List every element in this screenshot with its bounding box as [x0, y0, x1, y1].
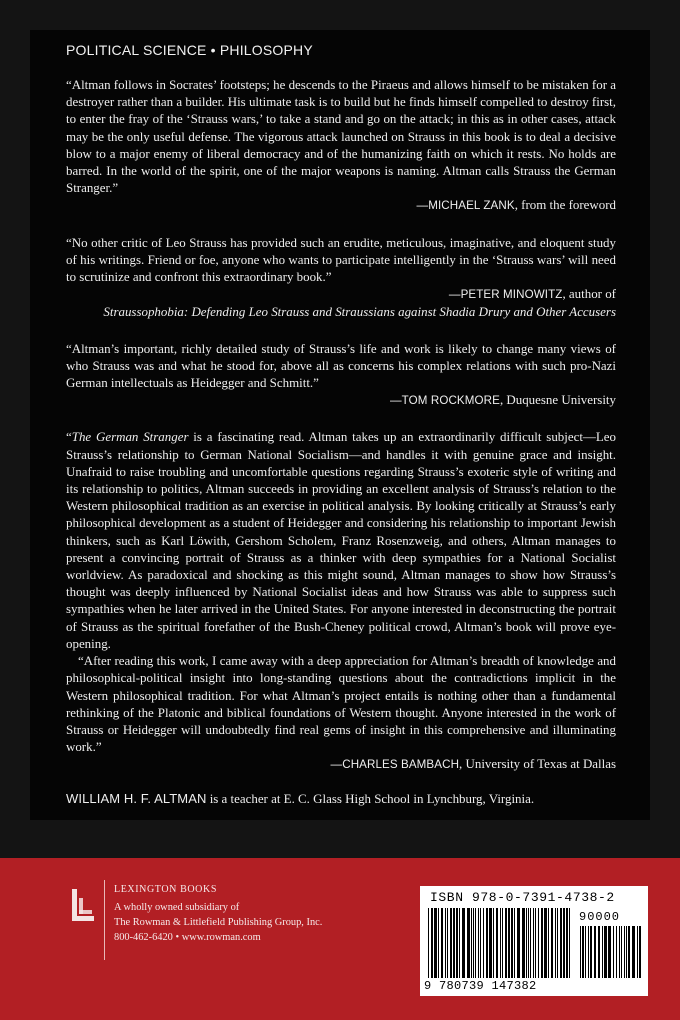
publisher-divider — [104, 880, 105, 960]
publisher-band — [0, 858, 680, 1020]
author-bio — [66, 790, 616, 807]
blurb-affiliation: , Duquesne University — [499, 392, 616, 408]
blurb-text: “No other critic of Leo Strauss has provided such an erudite, meticulous, imaginative, and eloquent study of his writings. Friend or foe, anyone who wants to participate intelligently in the ‘Strauss wars’ will need to scrutinize and confront this extraordinary book.” — [66, 234, 616, 285]
publisher-contact: 800-462-6420 • www.rowman.com — [114, 932, 261, 943]
blurb-attribution — [66, 196, 616, 214]
blurb-bambach-part1 — [66, 428, 616, 652]
back-cover-text-panel — [30, 30, 650, 820]
author-name: WILLIAM H. F. ALTMAN — [66, 790, 207, 806]
blurb-text: “Altman follows in Socrates’ footsteps; he descends to the Piraeus and allows himself to be mistaken for a destroyer rather than a builder. His ultimate task is to build but he finds himself compelled to destroy first, to enter the fray of the ‘Strauss wars,’ to take a stand and go on the attack; in this as in other cases, attack may be the only useful defense. The vigorous attack launched on Strauss in this book is to deal a decisive blow to a major enemy of liberal democracy and of the humanizing faith on which it rests. No holds are barred. In the world of the spirit, one of the major weapons is naming. Altman calls Strauss the German Stranger.” — [66, 77, 616, 196]
blurb-attribution — [66, 285, 616, 303]
blurb-text: “Altman’s important, richly detailed study of Strauss’s life and work is likely to change many views of who Strauss was and what he stood for, above all as concerns his complex relations with such pro-Nazi German intellectuals as Heidegger and Schmitt.” — [66, 340, 616, 391]
publisher-line1: A wholly owned subsidiary of — [114, 902, 240, 913]
blurb-attribution — [66, 391, 616, 409]
blurb-open-quote: “ — [66, 429, 72, 445]
publisher-name: LEXINGTON BOOKS — [114, 884, 217, 895]
blurb-affiliation: , University of Texas at Dallas — [459, 756, 616, 772]
publisher-info — [114, 882, 322, 945]
blurb-attribution — [66, 755, 616, 773]
blurb-affiliation: , author of — [562, 286, 616, 302]
blurb-text: is a fascinating read. Altman takes up an extraordinarily difficult subject—Leo Strauss’s relationship to German National Socialism—and handles it with genuine grace and insight. Unafraid to raise troubling and uncomfortable questions regarding Strauss’s exoteric style of writing and its relationship to politics, Altman succeeds in providing an excellent analysis of Strauss’s relation to the Western philosophical tradition as an exercise in political analysis. By looking critically at Strauss’s early philosophical development as a student of Heidegger and considering his relationship to important Jewish thinkers, such as Karl Löwith, Gershom Scholem, Franz Rosenzweig, and others, Altman manages to present a convincing portrait of Strauss as a thinker with deep sympathies for a National Socialist worldview. As paradoxical and shocking as this might sound, Altman manages to show how Strauss’s thought was deeply influenced by National Socialist ideas and how Strauss was able to suppress such sympathies when he later arrived in the United States. For anyone interested in deconstructing the portrait of Strauss as the spiritual forefather of the Bush-Cheney political crowd, Altman’s book will prove eye-opening. — [66, 429, 616, 651]
blurb-text: “After reading this work, I came away with a deep appreciation for Altman’s breadth of knowledge and philosophical-political insight into long-standing questions about the contradictions implicit in the Western philosophical tradition. For what Altman’s project entails is nothing other than a fundamental rethinking of the Platonic and biblical foundations of Western thought. Anyone interested in the work of Strauss or Heidegger will undoubtedly find real gems of insight in this comprehensive and illuminating work.” — [66, 653, 616, 755]
blurb-author: —MICHAEL ZANK — [416, 199, 515, 213]
blurb-affiliation: , from the foreword — [514, 197, 616, 213]
isbn-barcode — [420, 886, 648, 996]
blurb-minowitz — [66, 234, 616, 321]
blurb-book-title: Straussophobia: Defending Leo Strauss and Straussians against Shadia Drury and Other Accusers — [103, 304, 616, 320]
blurb-zank — [66, 76, 616, 215]
publisher-line2: The Rowman & Littlefield Publishing Group, Inc. — [114, 917, 323, 928]
barcode-addon-number: 90000 — [579, 910, 621, 924]
blurb-bambach-part2 — [66, 652, 616, 773]
blurb-author: —CHARLES BAMBACH — [330, 758, 460, 772]
author-bio-text: is a teacher at E. C. Glass High School in Lynchburg, Virginia. — [206, 790, 535, 806]
lexington-logo-icon — [72, 889, 94, 921]
blurb-author: —PETER MINOWITZ — [448, 288, 563, 302]
book-title: The German Stranger — [71, 429, 189, 445]
category-label: POLITICAL SCIENCE • PHILOSOPHY — [66, 42, 313, 58]
blurb-author: —TOM ROCKMORE — [389, 394, 500, 408]
blurb-rockmore — [66, 340, 616, 410]
isbn-number: ISBN 978-0-7391-4738-2 — [430, 890, 615, 905]
ean-digits: 9 780739 147382 — [424, 979, 537, 993]
